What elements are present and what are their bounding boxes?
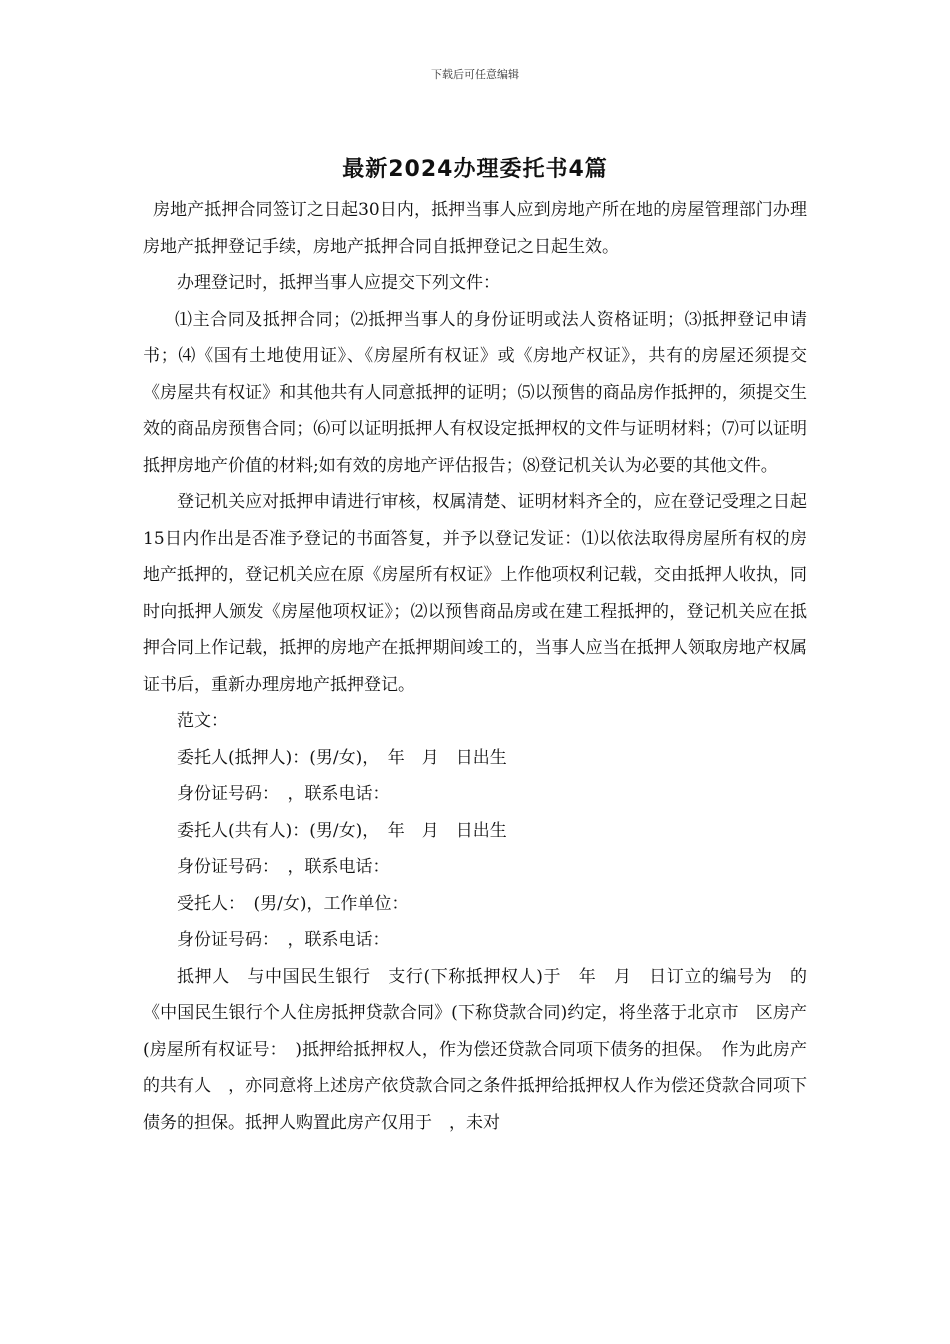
page-header-note: 下载后可任意编辑 [431, 68, 519, 81]
paragraph-sample-heading: 范文： [177, 711, 228, 731]
field-co-owner: 委托人(共有人)：(男/女)， 年 月 日出生 [177, 820, 507, 841]
field-principal-id-phone: 身份证号码： ，联系电话： [177, 784, 390, 804]
paragraph-registration-deadline: 房地产抵押合同签订之日起30日内，抵押当事人应到房地产所在地的房屋管理部门办理房地产抵押登记手续，房地产抵押合同自抵押登记之日起生效。 [143, 200, 807, 257]
document-body [143, 192, 807, 1141]
paragraph-review-process: 登记机关应对抵押申请进行审核，权属清楚、证明材料齐全的，应在登记受理之日起15日内作出是否准予登记的书面答复，并予以登记发证：⑴以依法取得房屋所有权的房地产抵押的，登记机关应在原《房屋所有权证》上作他项权利记载，交由抵押人收执，同时向抵押人颁发《房屋他项权证》；⑵以预售商品房或在建工程抵押的，登记机关应在抵押合同上作记载，抵押的房地产在抵押期间竣工的，当事人应当在抵押人领取房地产权属证书后，重新办理房地产抵押登记。 [143, 492, 807, 695]
field-agent: 受托人： (男/女)，工作单位： [177, 893, 409, 914]
document-title: 最新2024办理委托书4篇 [342, 157, 608, 182]
paragraph-documents-list: ⑴主合同及抵押合同；⑵抵押当事人的身份证明或法人资格证明；⑶抵押登记申请书；⑷《国有土地使用证》、《房屋所有权证》或《房地产权证》，共有的房屋还须提交《房屋共有权证》和其他共有人同意抵押的证明；⑸以预售的商品房作抵押的，须提交生效的商品房预售合同；⑹可以证明抵押人有权设定抵押权的文件与证明材料；⑺可以证明抵押房地产价值的材料;如有效的房地产评估报告；⑻登记机关认为必要的其他文件。 [143, 309, 807, 476]
field-principal-mortgagor: 委托人(抵押人)：(男/女)， 年 月 日出生 [177, 747, 507, 768]
field-co-owner-id-phone: 身份证号码： ，联系电话： [177, 857, 390, 877]
field-agent-id-phone: 身份证号码： ，联系电话： [177, 930, 390, 950]
paragraph-documents-intro: 办理登记时，抵押当事人应提交下列文件： [177, 273, 500, 293]
paragraph-mortgage-statement: 抵押人 与中国民生银行 支行(下称抵押权人)于 年 月 日订立的编号为 的《中国民生银行个人住房抵押贷款合同》(下称贷款合同)约定，将坐落于北京市 区房产(房屋所有权证号： )抵押给抵押权人，作为偿还贷款合同项下债务的担保。 作为此房产的共有人 ，亦同意将上述房产依贷款合同之条件抵押给抵押权人作为偿还贷款合同项下债务的担保。抵押人购置此房产仅用于 ，未对 [143, 966, 807, 1133]
